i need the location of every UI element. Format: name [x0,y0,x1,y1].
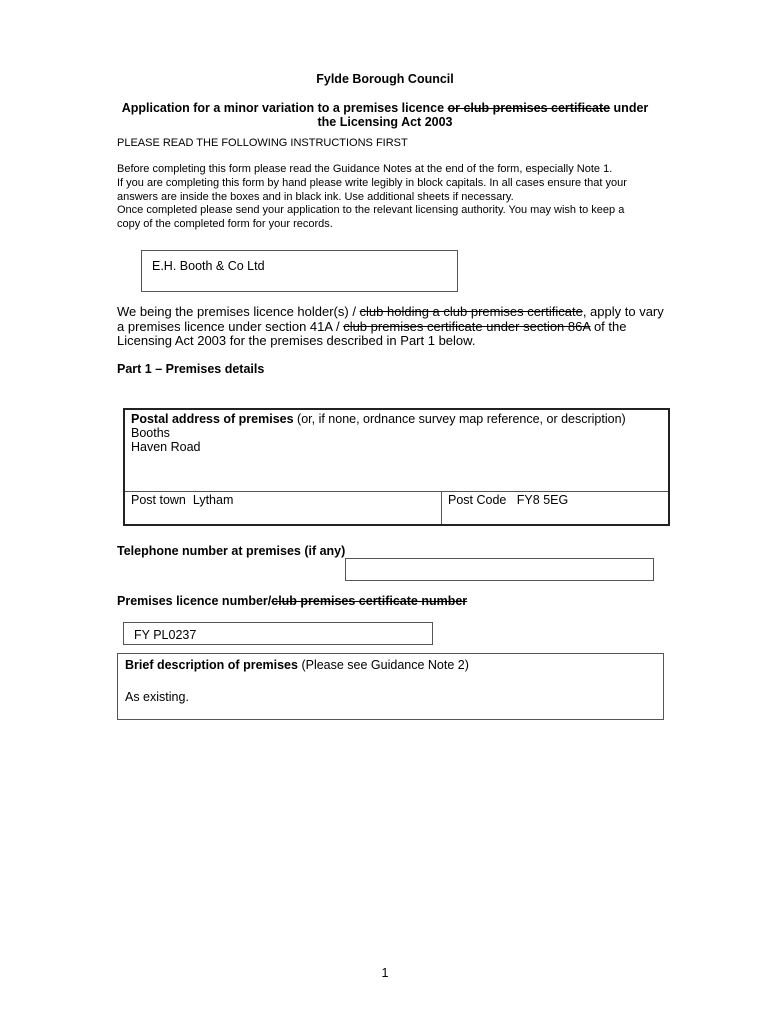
post-town-value: Lytham [192,493,234,507]
instructions-line2: If you are completing this form by hand please write legibly in block capitals. In all cases ensure that your [117,177,627,189]
brief-description-value: As existing. [125,690,189,704]
instructions-line5: copy of the completed form for your records. [117,218,333,230]
part1-heading: Part 1 – Premises details [117,362,265,376]
brief-description-label-bold: Brief description of premises [125,658,298,672]
postal-address-box [123,408,670,526]
instructions-heading: PLEASE READ THE FOLLOWING INSTRUCTIONS FIRST [117,137,408,149]
form-title-line2: the Licensing Act 2003 [317,115,453,129]
declaration-line3: Licensing Act 2003 for the premises described in Part 1 below. [117,333,476,348]
postal-address-label-bold: Postal address of premises [131,412,294,426]
telephone-field[interactable] [345,558,654,581]
telephone-label: Telephone number at premises (if any) [117,544,346,558]
applicant-name-value: E.H. Booth & Co Ltd [152,259,265,273]
postal-address-label [131,412,626,427]
declaration-line1-b: , apply to vary [582,304,664,319]
form-title-part-a: Application for a minor variation to a premises licence [121,101,448,115]
address-line2[interactable]: Haven Road [131,440,201,454]
declaration-line2-b: of the [590,319,627,334]
licence-number-value: FY PL0237 [134,628,197,642]
instructions-line4: Once completed please send your application to the relevant licensing authority. You may wish to keep a [117,204,625,216]
post-code-field[interactable] [448,493,568,508]
post-town-label: Post town [131,493,186,507]
council-name: Fylde Borough Council [316,72,454,86]
applicant-name-field[interactable] [141,250,458,292]
form-title-line1 [0,101,770,116]
post-town-field[interactable] [131,493,233,508]
licence-number-label-a: Premises licence number/ [117,594,272,608]
post-code-value: FY8 5EG [516,493,569,507]
address-line1[interactable]: Booths [131,426,170,440]
brief-description-hint: (Please see Guidance Note 2) [297,658,469,672]
declaration-line1-struck: club holding a club premises certificate [359,304,583,319]
declaration-line1-a: We being the premises licence holder(s) / [117,304,360,319]
postal-column-divider [441,491,442,524]
postal-address-hint: (or, if none, ordnance survey map reference, or description) [293,412,626,426]
form-title-struck: or club premises certificate [447,101,611,115]
brief-description-box[interactable] [117,653,664,720]
declaration-line2-a: a premises licence under section 41A / [117,319,344,334]
form-title-part-b: under [610,101,649,115]
postal-divider [125,491,668,492]
brief-description-label [125,658,469,673]
licence-number-label-struck: club premises certificate number [271,594,468,608]
instructions-line1: Before completing this form please read the Guidance Notes at the end of the form, especially Note 1. [117,163,613,175]
declaration-line2-struck: club premises certificate under section 86A [343,319,591,334]
declaration-line1 [117,305,664,320]
instructions-line3: answers are inside the boxes and in black ink. Use additional sheets if necessary. [117,191,514,203]
licence-number-field[interactable] [123,622,433,645]
licence-number-label [117,594,467,609]
page-number: 1 [381,966,389,980]
post-code-label: Post Code [448,493,507,507]
